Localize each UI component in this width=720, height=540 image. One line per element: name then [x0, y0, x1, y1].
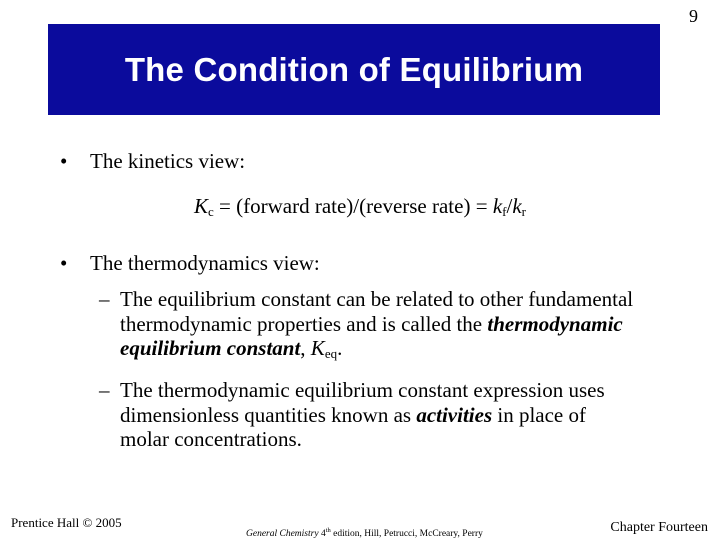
slide-title: The Condition of Equilibrium	[124, 50, 584, 88]
kinetics-equation	[0, 194, 720, 224]
eq-kf-symbol: k	[492, 194, 503, 218]
slide-number: 9	[689, 6, 698, 26]
footer-authors: edition, Hill, Petrucci, McCreary, Perry	[330, 529, 483, 540]
eq-slash: /	[506, 194, 513, 218]
subbullet-activities	[120, 378, 640, 452]
subbullet-text-end: in place of molar concentrations.	[120, 402, 586, 451]
keq-subscript: eq	[324, 346, 338, 361]
footer-publisher: Prentice Hall © 2005	[11, 515, 122, 530]
subbullet-text-end: .	[337, 336, 343, 360]
keq-symbol: K	[310, 336, 325, 360]
bullet-marker: •	[60, 251, 68, 275]
bullet-kinetics-text: The kinetics view:	[90, 149, 246, 173]
subbullet-emphasis: activities	[416, 402, 493, 427]
eq-k-subscript: c	[208, 204, 214, 219]
footer-book-credit	[246, 527, 483, 539]
subbullet-text: The equilibrium constant can be related to other fundamental thermodynamic properties and is called the	[120, 287, 634, 336]
eq-kr-symbol: k	[512, 194, 522, 218]
bullet-kinetics	[60, 149, 245, 173]
eq-k-symbol: K	[193, 194, 208, 218]
bullet-thermodynamics	[60, 251, 320, 275]
footer-book-title: General Chemistry	[246, 529, 319, 540]
subbullet-emphasis: thermodynamic equilibrium constant	[120, 311, 623, 360]
eq-kf-subscript: f	[502, 204, 507, 219]
subbullet-equilibrium-constant	[120, 287, 640, 367]
subbullet-text-mid: ,	[300, 336, 311, 360]
bullet-thermodynamics-text: The thermodynamics view:	[90, 251, 320, 275]
subbullet-marker: –	[99, 378, 110, 402]
eq-middle-text: = (forward rate)/(reverse rate) =	[213, 194, 493, 218]
bullet-marker: •	[60, 149, 68, 173]
footer-edition-suffix: th	[325, 527, 331, 534]
footer-chapter: Chapter Fourteen	[610, 520, 708, 535]
eq-kr-subscript: r	[521, 204, 526, 219]
footer-edition-number: 4	[318, 529, 326, 540]
subbullet-text: The thermodynamic equilibrium constant expression uses dimensionless quantities known as	[120, 378, 605, 427]
subbullet-marker: –	[99, 287, 110, 311]
